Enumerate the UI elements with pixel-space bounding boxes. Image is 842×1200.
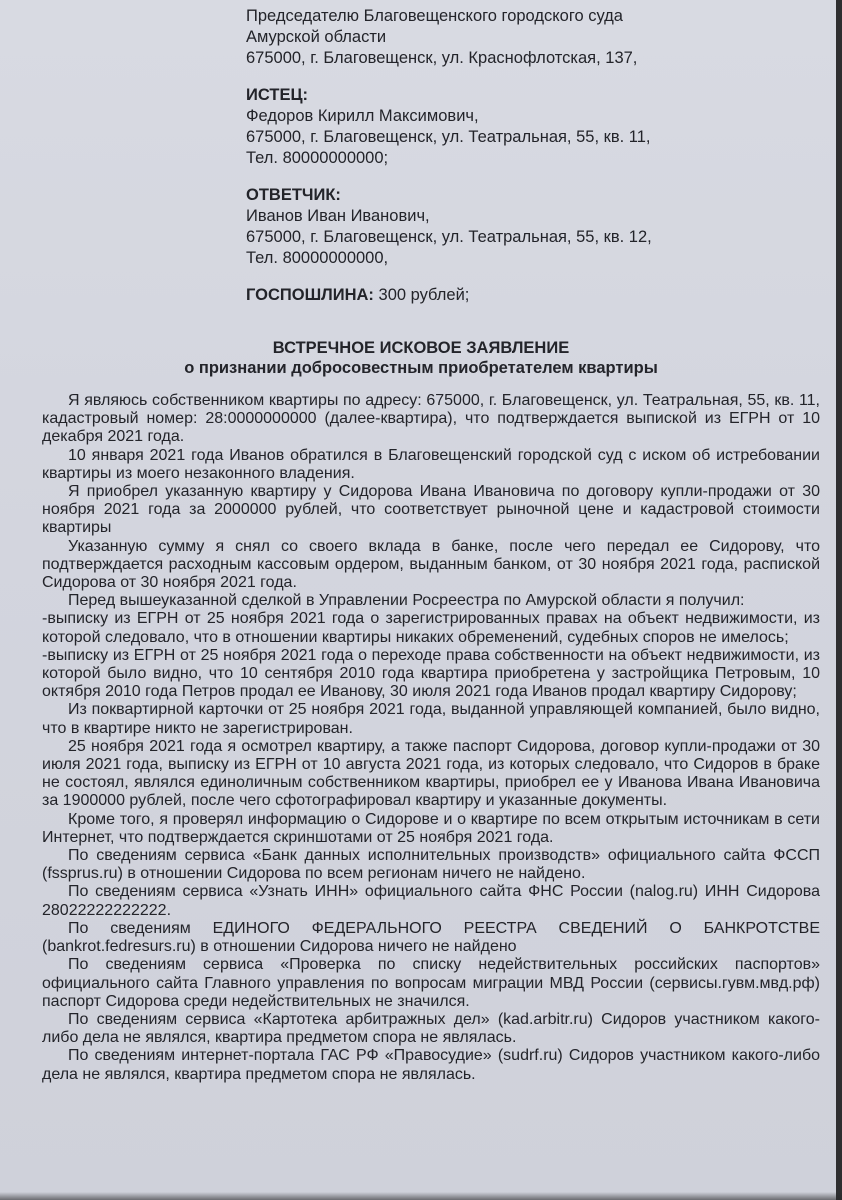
recipient-address: 675000, г. Благовещенск, ул. Краснофлотская, 137, bbox=[246, 49, 638, 67]
body-paragraph: Из поквартирной карточки от 25 ноября 2021 года, выданной управляющей компанией, было видно, что в квартире никто не зарегистрирован. bbox=[42, 701, 820, 737]
body-paragraph: Перед вышеуказанной сделкой в Управлении Росреестра по Амурской области я получил: bbox=[68, 592, 745, 610]
defendant-label: ОТВЕТЧИК: bbox=[246, 186, 341, 204]
document-title: ВСТРЕЧНОЕ ИСКОВОЕ ЗАЯВЛЕНИЕ bbox=[272, 339, 570, 357]
state-fee bbox=[246, 285, 806, 306]
body-paragraph: По сведениям сервиса «Узнать ИНН» официального сайта ФНС России (nalog.ru) ИНН Сидорова 28022222222222. bbox=[42, 883, 820, 919]
plaintiff-name: Федоров Кирилл Максимович, bbox=[246, 107, 479, 125]
body-paragraph: По сведениям сервиса «Картотека арбитражных дел» (kad.arbitr.ru) Сидоров участником какого-либо дела не являлся, квартира предметом спора не являлась. bbox=[42, 1010, 820, 1047]
body-paragraph: 10 января 2021 года Иванов обратился в Благовещенский городской суд с иском об истребовании квартиры из моего незаконного владения. bbox=[42, 446, 820, 482]
body-paragraph: Я приобрел указанную квартиру у Сидорова Ивана Ивановича по договору купли-продажи от 30 ноября 2021 года за 2000000 рублей, что соответствует рыночной цене и кадастровой стоимости квартиры bbox=[42, 483, 820, 537]
fee-label: ГОСПОШЛИНА: bbox=[246, 286, 374, 304]
plaintiff-phone: Тел. 80000000000; bbox=[246, 149, 389, 167]
body-paragraph: По сведениям интернет-портала ГАС РФ «Правосудие» (sudrf.ru) Сидоров участником какого-либо дела не являлся, квартира предметом спора не являлась. bbox=[42, 1047, 820, 1083]
recipient-line: Амурской области bbox=[246, 28, 387, 46]
document-header bbox=[246, 6, 806, 306]
fee-value: 300 рублей; bbox=[373, 286, 470, 304]
body-paragraph: По сведениям ЕДИНОГО ФЕДЕРАЛЬНОГО РЕЕСТРА СВЕДЕНИЙ О БАНКРОТСТВЕ (bankrot.fedresurs.ru) в отношении Сидорова ничего не найдено bbox=[42, 919, 820, 956]
page-edge-shadow bbox=[836, 0, 842, 1200]
defendant-phone: Тел. 80000000000, bbox=[246, 249, 389, 267]
body-paragraph: По сведениям сервиса «Проверка по списку недействительных российских паспортов» официального сайта Главного управления по вопросам миграции МВД России (сервисы.гувм.мвд.рф) паспорт Сидорова среди недействительных не значился. bbox=[42, 956, 820, 1010]
body-list-item: -выписку из ЕГРН от 25 ноября 2021 года о зарегистрированных правах на объект недвижимости, из которой следовало, что в отношении квартиры никаких обременений, судебных споров не имелось; bbox=[42, 610, 820, 646]
body-paragraph: Я являюсь собственником квартиры по адресу: 675000, г. Благовещенск, ул. Театральная, 55, кв. 11, кадастровый номер: 28:0000000000 (далее-квартира), что подтверждается выпиской из ЕГРН от 10 декабря 2021 года. bbox=[42, 392, 820, 446]
document-subtitle: о признании добросовестным приобретателем квартиры bbox=[184, 359, 658, 377]
defendant-address: 675000, г. Благовещенск, ул. Театральная, 55, кв. 12, bbox=[246, 228, 652, 246]
page-bottom-shadow bbox=[0, 1192, 842, 1200]
body-paragraph: Кроме того, я проверял информацию о Сидорове и о квартире по всем открытым источникам в сети Интернет, что подтверждается скриншотами от 25 ноября 2021 года. bbox=[42, 810, 820, 846]
body-paragraph: По сведениям сервиса «Банк данных исполнительных производств» официального сайта ФССП (fssprus.ru) в отношении Сидорова по всем регионам ничего не найдено. bbox=[42, 847, 820, 883]
recipient-line: Председателю Благовещенского городского суда bbox=[246, 7, 623, 25]
defendant-name: Иванов Иван Иванович, bbox=[246, 207, 430, 225]
plaintiff-address: 675000, г. Благовещенск, ул. Театральная, 55, кв. 11, bbox=[246, 128, 651, 146]
document-body bbox=[42, 392, 820, 1084]
body-paragraph: 25 ноября 2021 года я осмотрел квартиру, а также паспорт Сидорова, договор купли-продажи от 30 июля 2021 года, выписку из ЕГРН от 10 августа 2021 года, из которых следовало, что Сидоров в браке не состоял, являлся единоличным собственником квартиры, приобрел ее у Иванова Ивана Ивановича за 1900000 рублей, после чего сфотографировал квартиру и указанные документы. bbox=[42, 737, 820, 810]
body-list-item: -выписку из ЕГРН от 25 ноября 2021 года о переходе права собственности на объект недвижимости, из которой было видно, что 10 сентября 2010 года квартира приобретена у застройщика Петровым, 10 октября 2010 года Петров продал ее Иванову, 30 июля 2021 года Иванов продал квартиру Сидорову; bbox=[42, 646, 820, 701]
plaintiff-label: ИСТЕЦ: bbox=[246, 86, 308, 104]
body-paragraph: Указанную сумму я снял со своего вклада в банке, после чего передал ее Сидорову, что подтверждается расходным кассовым ордером, выданным банком, от 30 ноября 2021 года, распиской Сидорова от 30 ноября 2021 года. bbox=[42, 537, 820, 592]
